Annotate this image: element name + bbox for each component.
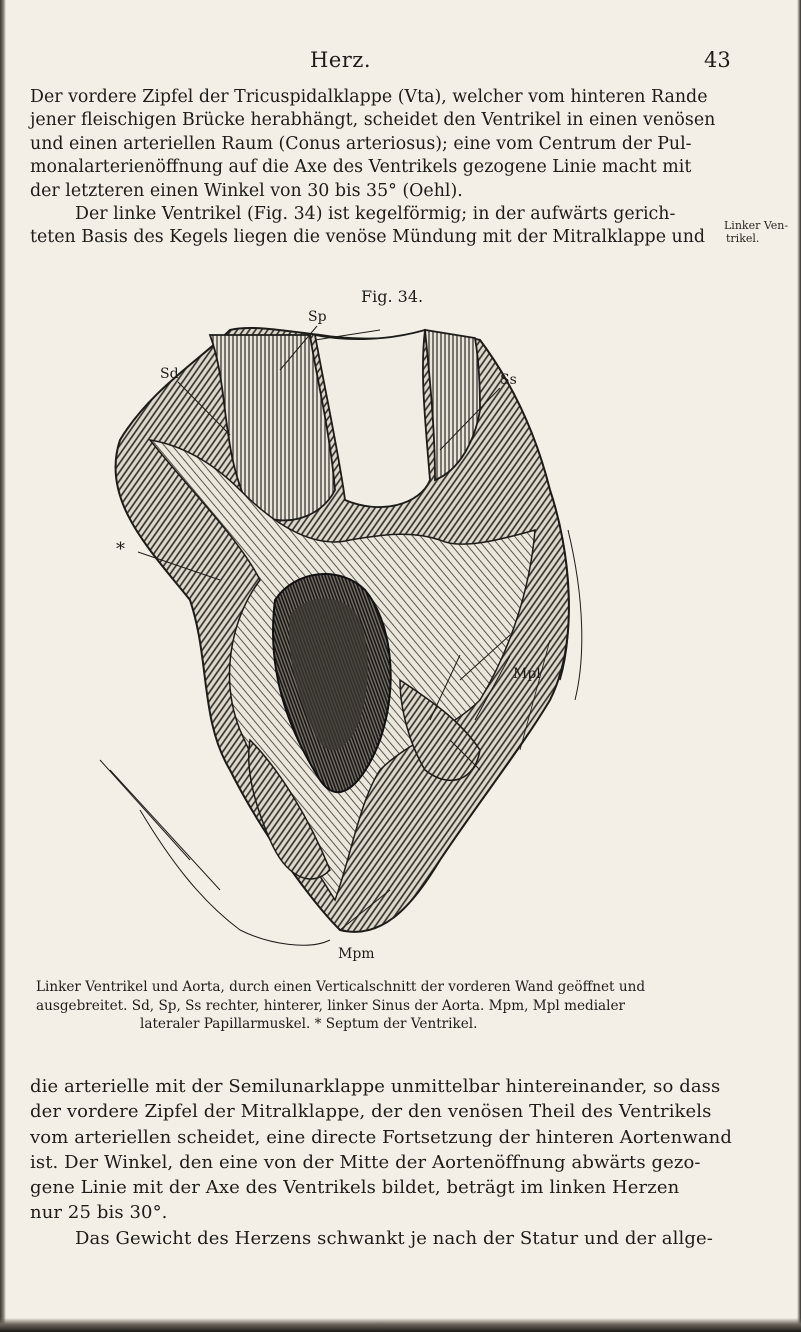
- text-line: vom arteriellen scheidet, eine directe Fortsetzung der hinteren Aortenwand: [30, 1126, 732, 1148]
- figure-label: Fig. 34.: [361, 287, 424, 306]
- text-line: gene Linie mit der Axe des Ventrikels bildet, beträgt im linken Herzen: [30, 1177, 680, 1199]
- label-mpl: Mpl: [513, 666, 541, 682]
- text-line: ist. Der Winkel, den eine von der Mitte der Aortenöffnung abwärts gezo-: [30, 1151, 701, 1173]
- page-number: 43: [704, 48, 731, 72]
- figure-caption: [36, 978, 726, 1034]
- page-edge-left: [0, 0, 6, 1332]
- page-edge-right: [797, 0, 801, 1332]
- text-line: der letzteren einen Winkel von 30 bis 35° (Oehl).: [30, 180, 463, 201]
- text-line: nur 25 bis 30°.: [30, 1202, 168, 1224]
- text-line: teten Basis des Kegels liegen die venöse Mündung mit der Mitralklappe und: [30, 227, 706, 248]
- caption-line: Linker Ventrikel und Aorta, durch einen Verticalschnitt der vorderen Wand geöffnet und: [36, 979, 646, 995]
- caption-line: ausgebreitet. Sd, Sp, Ss rechter, hinterer, linker Sinus der Aorta. Mpm, Mpl medialer: [36, 997, 626, 1014]
- page-header: [0, 48, 801, 78]
- text-line: Der vordere Zipfel der Tricuspidalklappe (Vta), welcher vom hinteren Rande: [30, 87, 708, 107]
- label-sd: Sd: [160, 366, 179, 382]
- running-title: Herz.: [310, 48, 372, 72]
- label-sp: Sp: [308, 309, 327, 325]
- text-line: monalarterienöffnung auf die Axe des Ventrikels gezogene Linie macht mit: [30, 157, 692, 178]
- text-line: und einen arteriellen Raum (Conus arteriosus); eine vom Centrum der Pul-: [30, 133, 692, 154]
- text-line: der vordere Zipfel der Mitralklappe, der den venösen Theil des Ventrikels: [30, 1101, 712, 1123]
- text-line: jener fleischigen Brücke herabhängt, scheidet den Ventrikel in einen venösen: [30, 110, 716, 131]
- label-ss: Ss: [500, 372, 517, 388]
- label-mpm: Mpm: [338, 946, 375, 962]
- paragraph-bottom: [30, 1074, 732, 1251]
- anatomical-figure: [80, 300, 640, 972]
- page-edge-bottom: [0, 1318, 801, 1332]
- text-line: Das Gewicht des Herzens schwankt je nach der Statur und der allge-: [75, 1227, 713, 1249]
- label-septum-star: *: [116, 539, 125, 560]
- text-line: Der linke Ventrikel (Fig. 34) ist kegelförmig; in der aufwärts gerich-: [75, 204, 676, 225]
- margin-note-line: trikel.: [726, 232, 760, 245]
- paragraph-top: [30, 86, 716, 250]
- figure-illustration: [80, 300, 640, 972]
- text-line: die arterielle mit der Semilunarklappe unmittelbar hintereinander, so dass: [30, 1076, 721, 1097]
- margin-note: [724, 219, 801, 245]
- caption-line: lateraler Papillarmuskel. * Septum der Ventrikel.: [140, 1016, 478, 1032]
- margin-note-line: Linker Ven-: [724, 219, 789, 232]
